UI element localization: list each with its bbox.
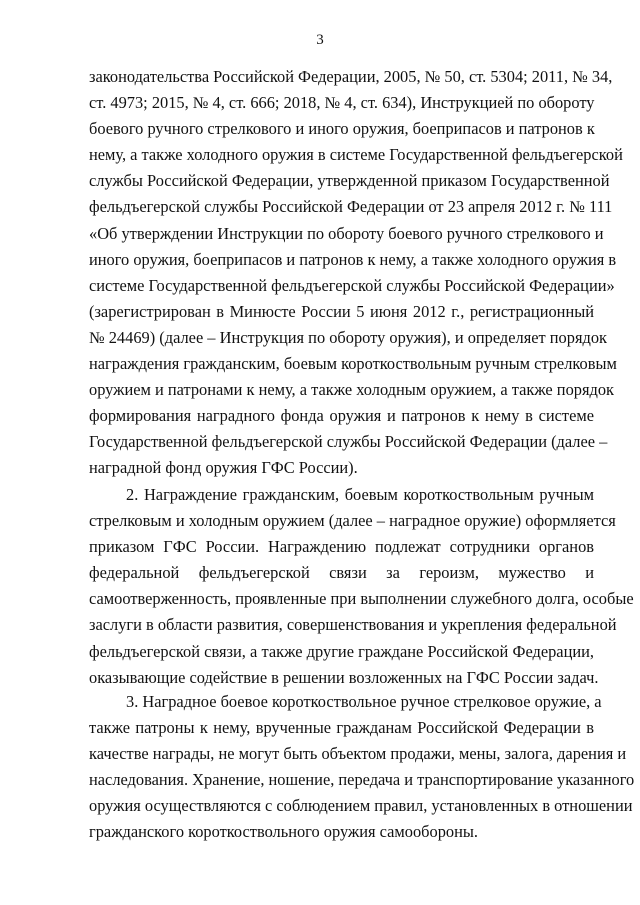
text-line: (зарегистрирован в Минюсте России 5 июня 2012 г., регистрационный [89, 301, 594, 321]
text-line: «Об утверждении Инструкции по обороту боевого ручного стрелкового и [89, 223, 604, 243]
text-line: 3. Наградное боевое короткоствольное ручное стрелковое оружие, а [126, 692, 602, 711]
text-line: заслуги в области развития, совершенствования и укрепления федеральной [89, 615, 617, 635]
paragraph-2 [89, 482, 634, 691]
text-line: № 24469) (далее – Инструкция по обороту оружия), и определяет порядок [89, 327, 607, 347]
text-line: стрелковым и холодным оружием (далее – наградное оружие) оформляется [89, 511, 616, 531]
text-line: гражданского короткоствольного оружия самообороны. [89, 822, 478, 842]
text-line: нему, а также холодного оружия в системе Государственной фельдъегерской [89, 145, 623, 165]
text-line: самоотверженность, проявленные при выполнении служебного долга, особые [89, 589, 634, 609]
text-line: приказом ГФС России. Награждению подлежат сотрудники органов [89, 537, 594, 557]
text-line: службы Российской Федерации, утвержденной приказом Государственной [89, 171, 610, 191]
text-line: федеральной фельдъегерской связи за героизм, мужество и [89, 563, 594, 583]
text-line: боевого ручного стрелкового и иного оружия, боеприпасов и патронов к [89, 119, 595, 139]
paragraph-1 [89, 64, 623, 482]
text-line: оружия осуществляются с соблюдением правил, установленных в отношении [89, 796, 633, 816]
paragraph-3 [89, 689, 635, 846]
text-line: 2. Награждение гражданским, боевым короткоствольным ручным [126, 485, 594, 504]
text-line: награждения гражданским, боевым короткоствольным ручным стрелковым [89, 354, 617, 374]
text-line: оказывающие содействие в решении возложенных на ГФС России задач. [89, 667, 599, 687]
text-line: формирования наградного фонда оружия и патронов к нему в системе [89, 406, 594, 426]
text-line: наследования. Хранение, ношение, передача и транспортирование указанного [89, 770, 635, 790]
text-line: иного оружия, боеприпасов и патронов к нему, а также холодного оружия в [89, 249, 617, 269]
text-line: Государственной фельдъегерской службы Российской Федерации (далее – [89, 432, 608, 452]
text-line: наградной фонд оружия ГФС России). [89, 458, 358, 478]
text-line: фельдъегерской связи, а также другие граждане Российской Федерации, [89, 641, 594, 661]
text-line: ст. 4973; 2015, № 4, ст. 666; 2018, № 4, ст. 634), Инструкцией по обороту [89, 93, 595, 113]
text-line: качестве награды, не могут быть объектом продажи, мены, залога, дарения и [89, 744, 627, 764]
text-line: законодательства Российской Федерации, 2005, № 50, ст. 5304; 2011, № 34, [89, 67, 613, 86]
page-number: 3 [316, 32, 324, 48]
text-line: системе Государственной фельдъегерской службы Российской Федерации» [89, 275, 615, 295]
text-line: также патроны к нему, врученные гражданам Российской Федерации в [89, 718, 594, 738]
text-line: оружием и патронами к нему, а также холодным оружием, а также порядок [89, 380, 615, 400]
text-line: фельдъегерской службы Российской Федерации от 23 апреля 2012 г. № 111 [89, 197, 613, 217]
